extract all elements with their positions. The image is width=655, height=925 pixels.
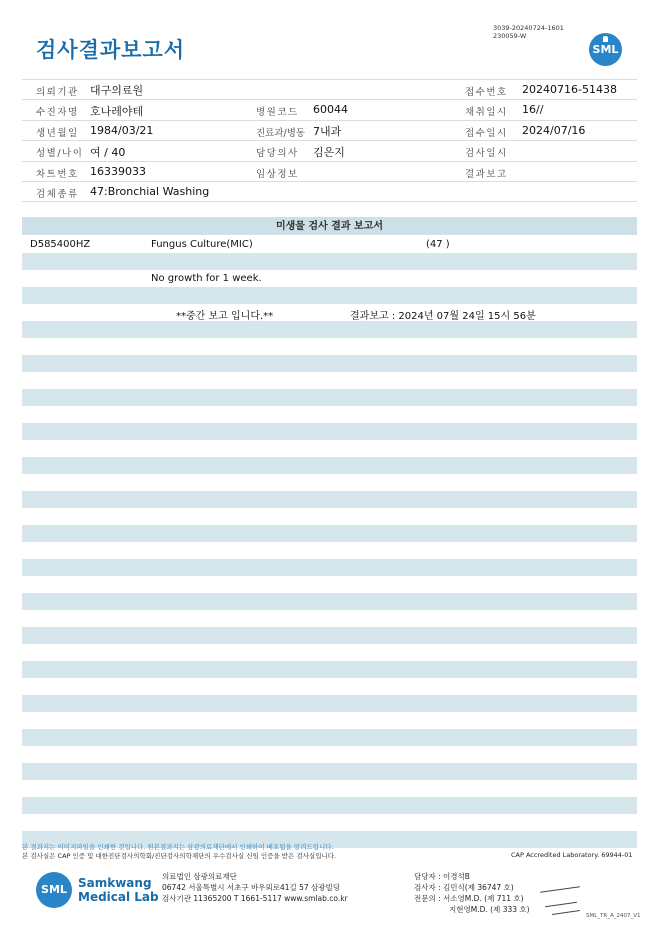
birth-value: 1984/03/21 <box>90 124 154 137</box>
receipt-no-value: 20240716-51438 <box>522 83 617 96</box>
document-id <box>493 24 564 40</box>
result-row-stripe <box>22 491 637 508</box>
divider <box>22 140 637 141</box>
test-code: D585400HZ <box>30 239 91 250</box>
staff-specialist-2: 지현영M.D. (제 333 호) <box>449 905 530 914</box>
staff-manager: 담당자 : 이경석B <box>414 872 470 881</box>
result-finding: No growth for 1 week. <box>151 273 262 284</box>
divider <box>22 201 637 202</box>
image-notice: 본 결과지는 이미지파일을 인쇄한 것입니다. 원본결과지는 삼광의료재단에서 인쇄하여 배포됨을 알려드립니다. <box>22 843 334 851</box>
chart-value: 16339033 <box>90 165 146 178</box>
footer-brand <box>78 876 159 904</box>
signature-specialist-2 <box>552 910 580 915</box>
clinical-label: 임상정보 <box>256 169 299 180</box>
brand-line-2: Medical Lab <box>78 890 159 904</box>
result-row-stripe <box>22 321 637 338</box>
page-title: 검사결과보고서 <box>36 38 186 62</box>
divider <box>22 120 637 121</box>
cap-accreditation: CAP Accredited Laboratory. 69944-01 <box>511 851 633 859</box>
result-row-stripe <box>22 627 637 644</box>
result-row-stripe <box>22 559 637 576</box>
footer-sml-logo: SML <box>36 872 72 908</box>
divider <box>22 181 637 182</box>
certification-text: 본 검사실은 CAP 인증 및 대한진단검사의학회/진단검사의학재단의 우수검사실 신임 인증을 받은 검사실입니다. <box>22 852 337 860</box>
result-row-stripe <box>22 253 637 270</box>
result-row-stripe <box>22 695 637 712</box>
document-id-line-2: 230059-W <box>493 32 527 40</box>
doctor-label: 담당의사 <box>256 148 299 159</box>
staff-tester: 검사자 : 김민식(제 36747 호) <box>414 883 514 892</box>
birth-label: 생년월일 <box>36 128 79 139</box>
result-row-stripe <box>22 525 637 542</box>
result-row-stripe <box>22 389 637 406</box>
specimen-label: 검체종류 <box>36 189 79 200</box>
sex-age-value: 여 / 40 <box>90 146 126 159</box>
receipt-no-label: 접수번호 <box>465 87 508 98</box>
report-time: 결과보고 : 2024년 07월 24일 15시 56분 <box>350 311 536 322</box>
staff-specialist-1: 전문의 : 서소영M.D. (제 711 호) <box>414 894 524 903</box>
test-date-label: 검사일시 <box>465 148 508 159</box>
receipt-date-label: 접수일시 <box>465 128 508 139</box>
divider <box>22 79 637 80</box>
chart-label: 차트번호 <box>36 169 79 180</box>
document-id-line-1: 3039-20240724-1601 <box>493 24 564 32</box>
receipt-date-value: 2024/07/16 <box>522 124 586 137</box>
address: 06742 서울특별시 서초구 바우뫼로41길 57 삼광빌딩 <box>162 883 341 892</box>
collection-date-label: 채취일시 <box>465 107 508 118</box>
result-row-stripe <box>22 287 637 304</box>
contact: 검사기관 11365200 T 1661-5117 www.smlab.co.kr <box>162 894 348 903</box>
hospital-code-label: 병원코드 <box>256 107 299 118</box>
patient-value: 호나레야테 <box>90 105 144 118</box>
result-row-stripe <box>22 355 637 372</box>
signature-tester <box>540 886 580 893</box>
divider <box>22 161 637 162</box>
hospital-code-value: 60044 <box>313 103 348 116</box>
sex-age-label: 성별/나이 <box>36 148 84 159</box>
patient-label: 수진자명 <box>36 107 79 118</box>
doctor-value: 김은지 <box>313 146 345 159</box>
interim-note: **중간 보고 입니다.** <box>176 311 274 322</box>
collection-date-value: 16// <box>522 103 544 116</box>
result-row-stripe <box>22 457 637 474</box>
dept-value: 7내과 <box>313 125 342 138</box>
sml-logo: SML <box>589 33 622 66</box>
report-label: 결과보고 <box>465 169 508 180</box>
result-row-stripe <box>22 661 637 678</box>
foundation-name: 의료법인 삼광의료재단 <box>162 872 237 881</box>
divider <box>22 99 637 100</box>
specimen-value: 47:Bronchial Washing <box>90 185 210 198</box>
dept-label: 진료과/병동 <box>256 128 306 139</box>
result-row-stripe <box>22 797 637 814</box>
test-name: Fungus Culture(MIC) <box>151 239 253 250</box>
section-title: 미생물 검사 결과 보고서 <box>22 217 637 235</box>
signature-specialist-1 <box>545 902 577 907</box>
result-row-stripe <box>22 423 637 440</box>
institution-label: 의뢰기관 <box>36 87 79 98</box>
institution-value: 대구의료원 <box>90 84 144 97</box>
result-row-stripe <box>22 729 637 746</box>
form-code: SML_TR_A_2407_V1 <box>586 913 641 919</box>
test-count: (47 ) <box>426 239 450 250</box>
result-row-stripe <box>22 763 637 780</box>
result-row-stripe <box>22 593 637 610</box>
brand-line-1: Samkwang <box>78 876 152 890</box>
